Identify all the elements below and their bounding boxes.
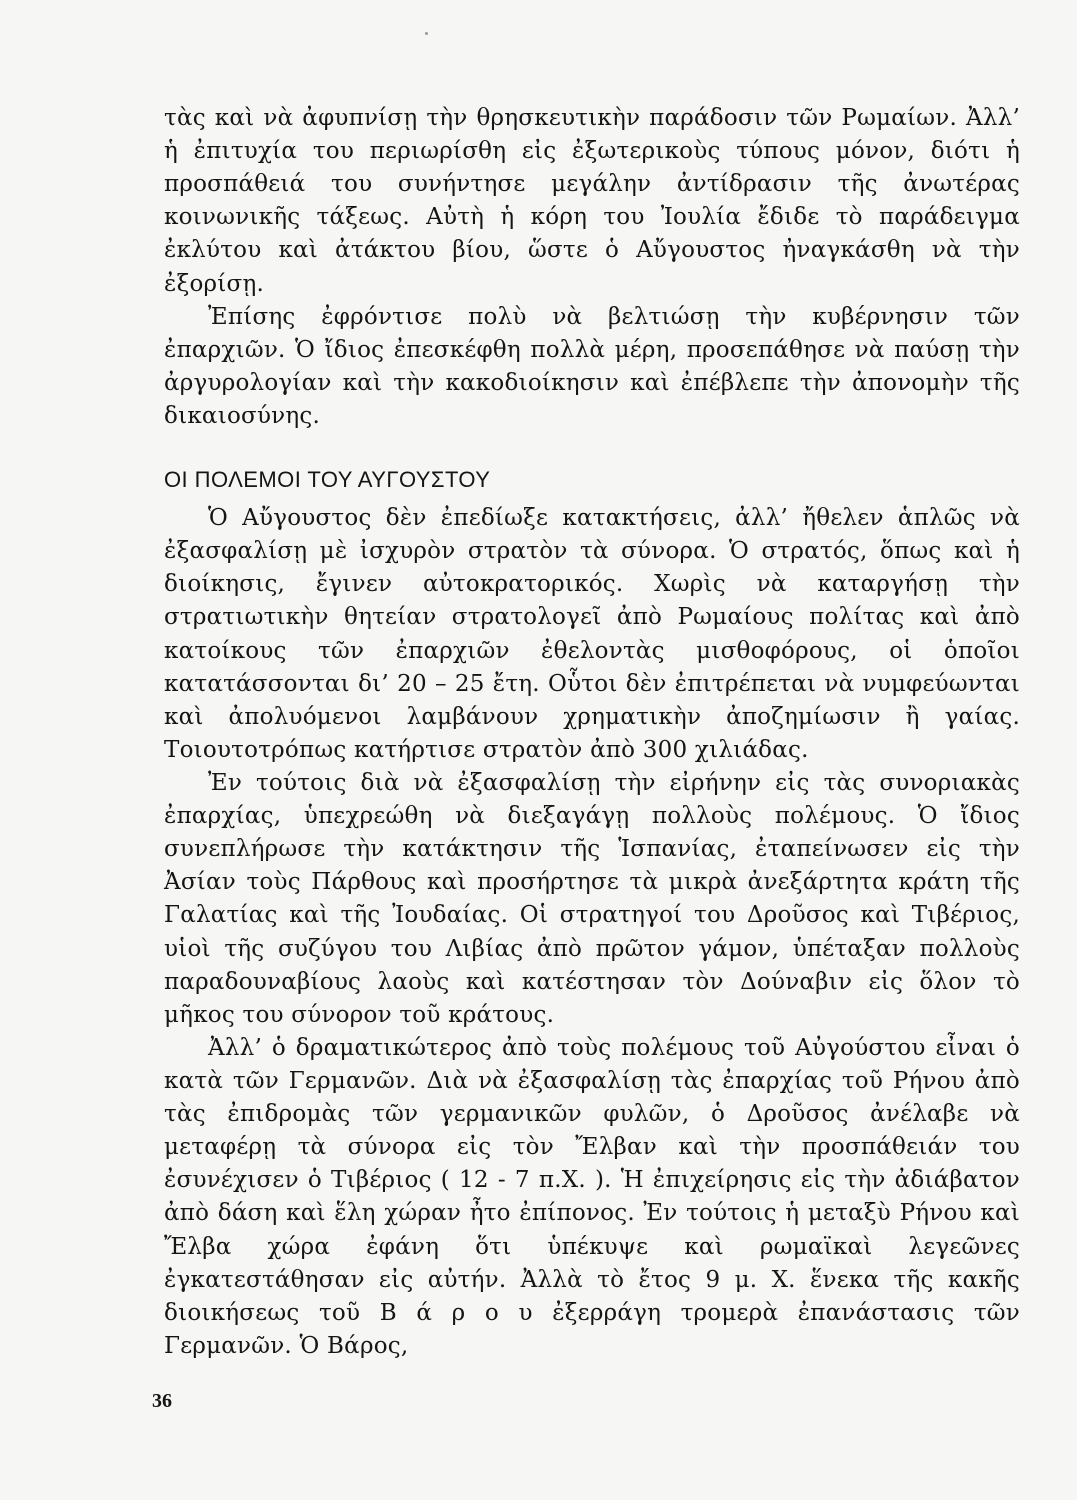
page-text bbox=[164, 102, 1020, 1363]
paragraph-religion: τὰς καὶ νὰ ἀφυπνίσῃ τὴν θρησκευτικὴν παράδοσιν τῶν Ρωμαίων. Ἀλλ’ ἡ ἐπιτυχία του περιωρίσθη εἰς ἐξωτερικοὺς τύπους μόνον, διότι ἡ προσπάθειά του συνήντησε μεγάλην ἀντίδρασιν τῆς ἀνωτέρας κοινωνικῆς τάξεως. Αὐτὴ ἡ κόρη του Ἰουλία ἔδιδε τὸ παράδειγμα ἐκλύτου καὶ ἀτάκτου βίου, ὥστε ὁ Αὔγουστος ἠναγκάσθη νὰ τὴν ἐξορίσῃ. bbox=[164, 105, 1020, 297]
paragraph-wars: Ἐν τούτοις διὰ νὰ ἐξασφαλίσῃ τὴν εἰρήνην εἰς τὰς συνοριακὰς ἐπαρχίας, ὑπεχρεώθη νὰ διεξαγάγῃ πολλοὺς πολέμους. Ὁ ἴδιος συνεπλήρωσε τὴν κατάκτησιν τῆς Ἱσπανίας, ἐταπείνωσεν εἰς τὴν Ἀσίαν τοὺς Πάρθους καὶ προσήρτησε τὰ μικρὰ ἀνεξάρτητα κράτη τῆς Γαλατίας καὶ τῆς Ἰουδαίας. Οἱ στρατηγοί του Δροῦσος καὶ Τιβέριος, υἱοὶ τῆς συζύγου του Λιβίας ἀπὸ πρῶτον γάμον, ὑπέταξαν πολλοὺς παραδουναβίους λαοὺς καὶ κατέστησαν τὸν Δούναβιν εἰς ὅλον τὸ μῆκος του σύνορον τοῦ κράτους. bbox=[164, 769, 1020, 1028]
paragraph-germans: Ἀλλ’ ὁ δραματικώτερος ἀπὸ τοὺς πολέμους τοῦ Αὐγούστου εἶναι ὁ κατὰ τῶν Γερμανῶν. Διὰ νὰ ἐξασφαλίσῃ τὰς ἐπαρχίας τοῦ Ρήνου ἀπὸ τὰς ἐπιδρομὰς τῶν γερμανικῶν φυλῶν, ὁ Δροῦσος ἀνέλαβε νὰ μεταφέρῃ τὰ σύνορα εἰς τὸν Ἔλβαν καὶ τὴν προσπάθειάν του ἐσυνέχισεν ὁ Τιβέριος ( 12 - 7 π.Χ. ). Ἡ ἐπιχείρησις εἰς τὴν ἀδιάβατον ἀπὸ δάση καὶ ἕλη χώραν ἦτο ἐπίπονος. Ἐν τούτοις ἡ μεταξὺ Ρήνου καὶ Ἔλβα χώρα ἐφάνη ὅτι ὑπέκυψε καὶ ρωμαϊκαὶ λεγεῶνες ἐγκατεστάθησαν εἰς αὐτήν. Ἀλλὰ τὸ ἔτος 9 μ. Χ. ἕνεκα τῆς κακῆς διοικήσεως τοῦ Β ά ρ ο υ ἐξερράγη τρομερὰ ἐπανάστασις τῶν Γερμανῶν. Ὁ Βάρος, bbox=[164, 1034, 1020, 1359]
scan-speck bbox=[425, 32, 428, 35]
paragraph-army: Ὁ Αὔγουστος δὲν ἐπεδίωξε κατακτήσεις, ἀλλ’ ἤθελεν ἁπλῶς νὰ ἐξασφαλίσῃ μὲ ἰσχυρὸν στρατὸν τὰ σύνορα. Ὁ στρατός, ὅπως καὶ ἡ διοίκησις, ἔγινεν αὐτοκρατορικός. Χωρὶς νὰ καταργήσῃ τὴν στρατιωτικὴν θητείαν στρατολογεῖ ἀπὸ Ρωμαίους πολίτας καὶ ἀπὸ κατοίκους τῶν ἐπαρχιῶν ἐθελοντὰς μισθοφόρους, οἱ ὁποῖοι κατατάσσονται δι’ 20 – 25 ἔτη. Οὗτοι δὲν ἐπιτρέπεται νὰ νυμφεύωνται καὶ ἀπολυόμενοι λαμβάνουν χρηματικὴν ἀποζημίωσιν ἢ γαίας. Τοιουτοτρόπως κατήρτισε στρατὸν ἀπὸ 300 χιλιάδας. bbox=[164, 505, 1020, 763]
section-heading: ΟΙ ΠΟΛΕΜΟΙ ΤΟΥ ΑΥΓΟΥΣΤΟΥ bbox=[164, 467, 491, 493]
page-number: 36 bbox=[152, 1390, 172, 1412]
paragraph-provinces: Ἐπίσης ἐφρόντισε πολὺ νὰ βελτιώσῃ τὴν κυβέρνησιν τῶν ἐπαρχιῶν. Ὁ ἴδιος ἐπεσκέφθη πολλὰ μέρη, προσεπάθησε νὰ παύσῃ τὴν ἀργυρολογίαν καὶ τὴν κακοδιοίκησιν καὶ ἐπέβλεπε τὴν ἀπονομὴν τῆς δικαιοσύνης. bbox=[164, 303, 1020, 429]
